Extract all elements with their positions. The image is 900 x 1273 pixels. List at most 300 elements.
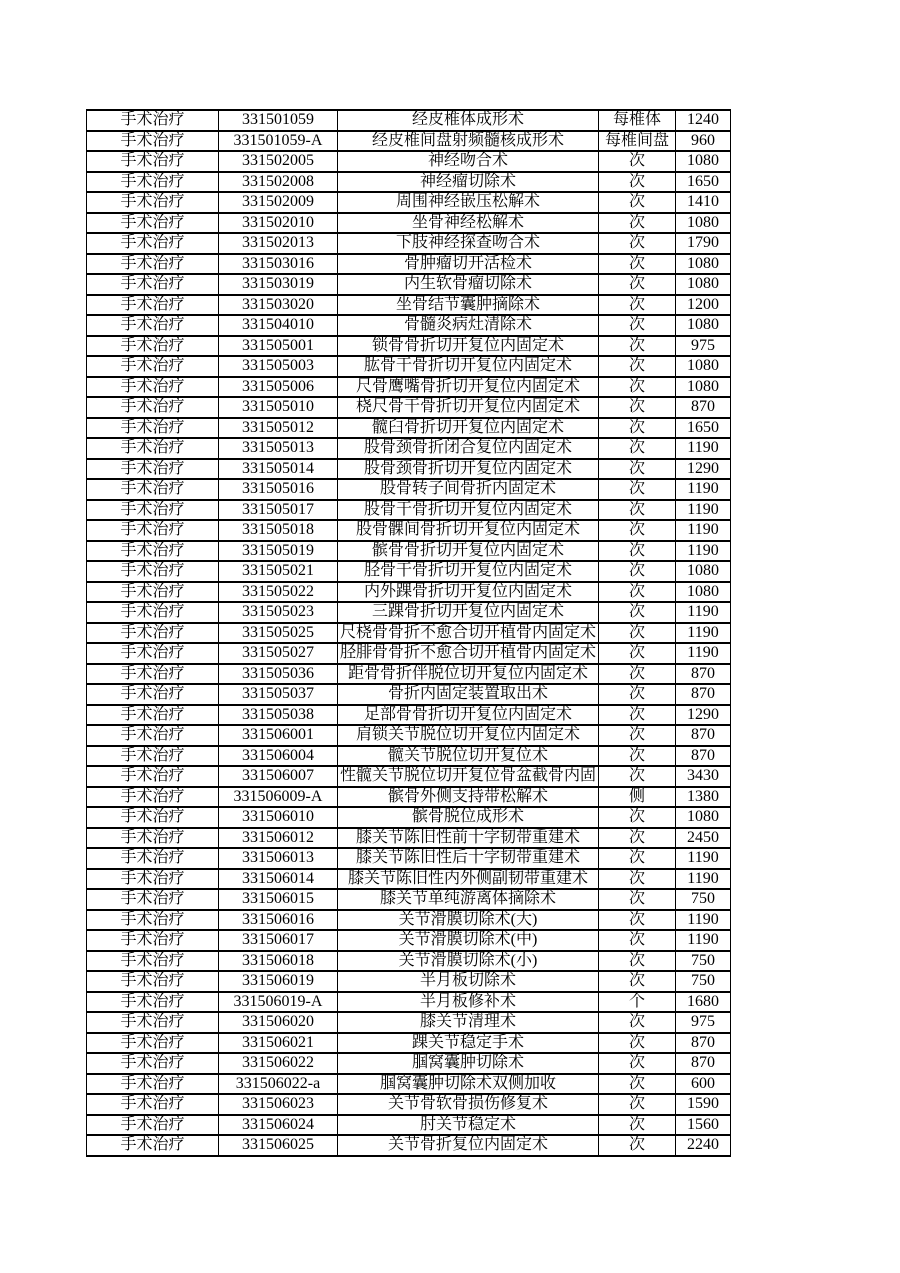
cell-name: 关节骨软骨损伤修复术: [338, 1094, 599, 1115]
cell-unit: 次: [599, 520, 676, 541]
cell-code: 331504010: [219, 315, 338, 336]
cell-category: 手术治疗: [87, 623, 219, 644]
cell-code: 331505016: [219, 479, 338, 500]
cell-name: 腘窝囊肿切除术: [338, 1053, 599, 1074]
cell-price: 1650: [676, 418, 731, 439]
cell-category: 手术治疗: [87, 336, 219, 357]
cell-price: 2450: [676, 828, 731, 849]
table-row: [87, 295, 731, 316]
cell-price: 870: [676, 1053, 731, 1074]
cell-name: 三踝骨折切开复位内固定术: [338, 602, 599, 623]
cell-code: 331506012: [219, 828, 338, 849]
cell-price: 1290: [676, 459, 731, 480]
cell-unit: 次: [599, 848, 676, 869]
cell-price: 975: [676, 1012, 731, 1033]
cell-unit: 次: [599, 1033, 676, 1054]
cell-price: 1290: [676, 705, 731, 726]
cell-price: 1080: [676, 356, 731, 377]
table-row: [87, 1012, 731, 1033]
cell-code: 331506022-a: [219, 1074, 338, 1095]
cell-code: 331505006: [219, 377, 338, 398]
cell-category: 手术治疗: [87, 602, 219, 623]
cell-name: 经皮椎间盘射频髓核成形术: [338, 131, 599, 152]
cell-category: 手术治疗: [87, 930, 219, 951]
cell-name: 踝关节稳定手术: [338, 1033, 599, 1054]
cell-name: 桡尺骨干骨折切开复位内固定术: [338, 397, 599, 418]
cell-code: 331505003: [219, 356, 338, 377]
cell-price: 1080: [676, 807, 731, 828]
cell-price: 1190: [676, 541, 731, 562]
cell-price: 1190: [676, 643, 731, 664]
table-row: [87, 1053, 731, 1074]
cell-unit: 次: [599, 1115, 676, 1136]
cell-name: 周围神经嵌压松解术: [338, 192, 599, 213]
cell-name: 股骨转子间骨折内固定术: [338, 479, 599, 500]
cell-unit: 次: [599, 1135, 676, 1156]
cell-price: 1190: [676, 623, 731, 644]
cell-price: 870: [676, 397, 731, 418]
cell-name: 神经吻合术: [338, 151, 599, 172]
cell-price: 1190: [676, 500, 731, 521]
cell-price: 870: [676, 746, 731, 767]
cell-price: 750: [676, 951, 731, 972]
cell-unit: 次: [599, 971, 676, 992]
table-row: [87, 889, 731, 910]
cell-name: 肩锁关节脱位切开复位内固定术: [338, 725, 599, 746]
cell-price: 1190: [676, 520, 731, 541]
table-row: [87, 807, 731, 828]
cell-category: 手术治疗: [87, 1074, 219, 1095]
cell-category: 手术治疗: [87, 192, 219, 213]
cell-code: 331505012: [219, 418, 338, 439]
cell-code: 331506022: [219, 1053, 338, 1074]
cell-unit: 次: [599, 643, 676, 664]
price-table-body: [87, 110, 731, 1156]
cell-price: 1190: [676, 602, 731, 623]
cell-price: 1790: [676, 233, 731, 254]
cell-unit: 次: [599, 233, 676, 254]
table-row: [87, 315, 731, 336]
table-row: [87, 500, 731, 521]
cell-name: 骨折内固定装置取出术: [338, 684, 599, 705]
table-row: [87, 1074, 731, 1095]
cell-category: 手术治疗: [87, 951, 219, 972]
cell-category: 手术治疗: [87, 295, 219, 316]
cell-unit: 次: [599, 438, 676, 459]
cell-name: 经皮椎体成形术: [338, 110, 599, 131]
cell-category: 手术治疗: [87, 582, 219, 603]
cell-unit: 次: [599, 746, 676, 767]
cell-unit: 次: [599, 910, 676, 931]
cell-price: 1080: [676, 377, 731, 398]
cell-unit: 每椎体: [599, 110, 676, 131]
cell-price: 1080: [676, 254, 731, 275]
cell-category: 手术治疗: [87, 459, 219, 480]
table-row: [87, 992, 731, 1013]
cell-name: 胫腓骨骨折不愈合切开植骨内固定术: [338, 643, 599, 664]
cell-code: 331506021: [219, 1033, 338, 1054]
table-row: [87, 1115, 731, 1136]
cell-price: 1410: [676, 192, 731, 213]
cell-name: 尺桡骨骨折不愈合切开植骨内固定术: [338, 623, 599, 644]
cell-code: 331506015: [219, 889, 338, 910]
cell-code: 331503019: [219, 274, 338, 295]
cell-code: 331501059: [219, 110, 338, 131]
table-row: [87, 561, 731, 582]
cell-name: 膝关节陈旧性前十字韧带重建术: [338, 828, 599, 849]
cell-price: 600: [676, 1074, 731, 1095]
table-row: [87, 274, 731, 295]
cell-unit: 次: [599, 725, 676, 746]
cell-category: 手术治疗: [87, 500, 219, 521]
cell-code: 331505038: [219, 705, 338, 726]
cell-category: 手术治疗: [87, 746, 219, 767]
table-row: [87, 459, 731, 480]
cell-name: 骨髓炎病灶清除术: [338, 315, 599, 336]
cell-category: 手术治疗: [87, 1115, 219, 1136]
cell-code: 331505036: [219, 664, 338, 685]
table-row: [87, 336, 731, 357]
cell-category: 手术治疗: [87, 971, 219, 992]
cell-code: 331502010: [219, 213, 338, 234]
cell-code: 331505022: [219, 582, 338, 603]
cell-category: 手术治疗: [87, 828, 219, 849]
cell-unit: 次: [599, 623, 676, 644]
cell-code: 331505010: [219, 397, 338, 418]
cell-price: 1380: [676, 787, 731, 808]
cell-category: 手术治疗: [87, 172, 219, 193]
cell-category: 手术治疗: [87, 643, 219, 664]
cell-name: 股骨干骨折切开复位内固定术: [338, 500, 599, 521]
cell-code: 331506019: [219, 971, 338, 992]
cell-unit: 次: [599, 541, 676, 562]
cell-code: 331502013: [219, 233, 338, 254]
table-row: [87, 520, 731, 541]
cell-unit: 次: [599, 377, 676, 398]
cell-price: 750: [676, 971, 731, 992]
cell-unit: 次: [599, 172, 676, 193]
table-row: [87, 869, 731, 890]
cell-price: 750: [676, 889, 731, 910]
cell-unit: 次: [599, 889, 676, 910]
cell-name: 肱骨干骨折切开复位内固定术: [338, 356, 599, 377]
cell-unit: 次: [599, 500, 676, 521]
cell-code: 331506023: [219, 1094, 338, 1115]
cell-code: 331505019: [219, 541, 338, 562]
cell-unit: 次: [599, 602, 676, 623]
cell-category: 手术治疗: [87, 725, 219, 746]
cell-unit: 侧: [599, 787, 676, 808]
cell-category: 手术治疗: [87, 1053, 219, 1074]
cell-name: 神经瘤切除术: [338, 172, 599, 193]
cell-name: 股骨颈骨折闭合复位内固定术: [338, 438, 599, 459]
cell-unit: 次: [599, 561, 676, 582]
table-row: [87, 254, 731, 275]
cell-name: 肘关节稳定术: [338, 1115, 599, 1136]
cell-name: 半月板切除术: [338, 971, 599, 992]
cell-price: 1190: [676, 848, 731, 869]
cell-category: 手术治疗: [87, 869, 219, 890]
cell-price: 960: [676, 131, 731, 152]
table-row: [87, 582, 731, 603]
cell-code: 331506014: [219, 869, 338, 890]
cell-name: 膝关节单纯游离体摘除术: [338, 889, 599, 910]
cell-category: 手术治疗: [87, 684, 219, 705]
cell-price: 975: [676, 336, 731, 357]
table-row: [87, 1094, 731, 1115]
cell-code: 331506013: [219, 848, 338, 869]
cell-category: 手术治疗: [87, 110, 219, 131]
table-row: [87, 705, 731, 726]
cell-code: 331506016: [219, 910, 338, 931]
cell-name: 内生软骨瘤切除术: [338, 274, 599, 295]
cell-unit: 次: [599, 213, 676, 234]
cell-category: 手术治疗: [87, 131, 219, 152]
table-row: [87, 172, 731, 193]
cell-unit: 次: [599, 684, 676, 705]
table-row: [87, 766, 731, 787]
table-row: [87, 623, 731, 644]
cell-category: 手术治疗: [87, 356, 219, 377]
table-row: [87, 643, 731, 664]
cell-unit: 次: [599, 807, 676, 828]
cell-name: 关节骨折复位内固定术: [338, 1135, 599, 1156]
table-row: [87, 192, 731, 213]
cell-name: 下肢神经探查吻合术: [338, 233, 599, 254]
cell-unit: 次: [599, 254, 676, 275]
cell-category: 手术治疗: [87, 848, 219, 869]
table-row: [87, 377, 731, 398]
cell-category: 手术治疗: [87, 151, 219, 172]
cell-unit: 次: [599, 295, 676, 316]
cell-unit: 次: [599, 192, 676, 213]
cell-price: 1680: [676, 992, 731, 1013]
cell-code: 331506009-A: [219, 787, 338, 808]
cell-unit: 次: [599, 582, 676, 603]
cell-code: 331505037: [219, 684, 338, 705]
cell-category: 手术治疗: [87, 561, 219, 582]
cell-category: 手术治疗: [87, 377, 219, 398]
cell-price: 1190: [676, 438, 731, 459]
price-table: [86, 109, 731, 1157]
table-row: [87, 910, 731, 931]
cell-price: 2240: [676, 1135, 731, 1156]
cell-unit: 次: [599, 479, 676, 500]
cell-price: 1080: [676, 151, 731, 172]
table-row: [87, 828, 731, 849]
cell-unit: 次: [599, 869, 676, 890]
table-row: [87, 110, 731, 131]
table-row: [87, 131, 731, 152]
cell-price: 1200: [676, 295, 731, 316]
cell-category: 手术治疗: [87, 438, 219, 459]
table-row: [87, 233, 731, 254]
cell-category: 手术治疗: [87, 1012, 219, 1033]
cell-code: 331505014: [219, 459, 338, 480]
cell-unit: 次: [599, 151, 676, 172]
cell-code: 331505018: [219, 520, 338, 541]
cell-unit: 次: [599, 951, 676, 972]
table-row: [87, 438, 731, 459]
cell-unit: 每椎间盘: [599, 131, 676, 152]
cell-name: 髋关节脱位切开复位术: [338, 746, 599, 767]
cell-name: 膝关节陈旧性后十字韧带重建术: [338, 848, 599, 869]
cell-name: 膝关节清理术: [338, 1012, 599, 1033]
cell-code: 331505017: [219, 500, 338, 521]
cell-category: 手术治疗: [87, 233, 219, 254]
table-row: [87, 602, 731, 623]
cell-price: 870: [676, 725, 731, 746]
cell-price: 1080: [676, 582, 731, 603]
table-row: [87, 684, 731, 705]
cell-unit: 个: [599, 992, 676, 1013]
cell-unit: 次: [599, 1012, 676, 1033]
cell-name: 膝关节陈旧性内外侧副韧带重建术: [338, 869, 599, 890]
cell-code: 331505025: [219, 623, 338, 644]
cell-category: 手术治疗: [87, 889, 219, 910]
cell-unit: 次: [599, 1053, 676, 1074]
cell-category: 手术治疗: [87, 787, 219, 808]
cell-name: 关节滑膜切除术(小): [338, 951, 599, 972]
cell-name: 内外踝骨折切开复位内固定术: [338, 582, 599, 603]
cell-price: 1080: [676, 274, 731, 295]
cell-name: 髌骨外侧支持带松解术: [338, 787, 599, 808]
cell-code: 331506024: [219, 1115, 338, 1136]
cell-price: 870: [676, 684, 731, 705]
cell-unit: 次: [599, 336, 676, 357]
cell-name: 足部骨骨折切开复位内固定术: [338, 705, 599, 726]
cell-code: 331506010: [219, 807, 338, 828]
cell-code: 331506004: [219, 746, 338, 767]
cell-unit: 次: [599, 766, 676, 787]
table-row: [87, 1135, 731, 1156]
cell-unit: 次: [599, 1094, 676, 1115]
cell-category: 手术治疗: [87, 1094, 219, 1115]
cell-price: 1190: [676, 910, 731, 931]
cell-price: 1650: [676, 172, 731, 193]
cell-price: 870: [676, 1033, 731, 1054]
cell-unit: 次: [599, 418, 676, 439]
cell-price: 1080: [676, 315, 731, 336]
cell-name: 胫骨干骨折切开复位内固定术: [338, 561, 599, 582]
cell-price: 1590: [676, 1094, 731, 1115]
table-row: [87, 664, 731, 685]
cell-unit: 次: [599, 459, 676, 480]
table-row: [87, 479, 731, 500]
cell-category: 手术治疗: [87, 418, 219, 439]
cell-category: 手术治疗: [87, 213, 219, 234]
cell-price: 1190: [676, 479, 731, 500]
cell-name: 坐骨结节囊肿摘除术: [338, 295, 599, 316]
cell-category: 手术治疗: [87, 315, 219, 336]
cell-code: 331506001: [219, 725, 338, 746]
table-row: [87, 848, 731, 869]
cell-name: 髌骨脱位成形术: [338, 807, 599, 828]
table-row: [87, 971, 731, 992]
table-row: [87, 151, 731, 172]
cell-category: 手术治疗: [87, 910, 219, 931]
cell-price: 1240: [676, 110, 731, 131]
table-row: [87, 725, 731, 746]
cell-name: 尺骨鹰嘴骨折切开复位内固定术: [338, 377, 599, 398]
cell-category: 手术治疗: [87, 520, 219, 541]
cell-unit: 次: [599, 274, 676, 295]
cell-price: 870: [676, 664, 731, 685]
cell-name: 距骨骨折伴脱位切开复位内固定术: [338, 664, 599, 685]
cell-unit: 次: [599, 356, 676, 377]
cell-unit: 次: [599, 930, 676, 951]
cell-unit: 次: [599, 315, 676, 336]
table-row: [87, 787, 731, 808]
cell-category: 手术治疗: [87, 1135, 219, 1156]
cell-name: 股骨颈骨折切开复位内固定术: [338, 459, 599, 480]
cell-code: 331505013: [219, 438, 338, 459]
cell-code: 331505001: [219, 336, 338, 357]
table-row: [87, 930, 731, 951]
cell-name: 性髋关节脱位切开复位骨盆截骨内固: [338, 766, 599, 787]
cell-unit: 次: [599, 705, 676, 726]
cell-code: 331502005: [219, 151, 338, 172]
cell-name: 腘窝囊肿切除术双侧加收: [338, 1074, 599, 1095]
cell-category: 手术治疗: [87, 705, 219, 726]
cell-code: 331506007: [219, 766, 338, 787]
cell-code: 331505023: [219, 602, 338, 623]
table-row: [87, 418, 731, 439]
cell-code: 331506017: [219, 930, 338, 951]
cell-code: 331506020: [219, 1012, 338, 1033]
cell-category: 手术治疗: [87, 992, 219, 1013]
cell-code: 331506025: [219, 1135, 338, 1156]
cell-unit: 次: [599, 828, 676, 849]
cell-price: 1080: [676, 213, 731, 234]
cell-name: 锁骨骨折切开复位内固定术: [338, 336, 599, 357]
cell-code: 331506019-A: [219, 992, 338, 1013]
cell-code: 331505021: [219, 561, 338, 582]
cell-unit: 次: [599, 1074, 676, 1095]
cell-name: 股骨髁间骨折切开复位内固定术: [338, 520, 599, 541]
cell-price: 3430: [676, 766, 731, 787]
cell-category: 手术治疗: [87, 274, 219, 295]
cell-name: 骨肿瘤切开活检术: [338, 254, 599, 275]
table-row: [87, 951, 731, 972]
cell-name: 关节滑膜切除术(大): [338, 910, 599, 931]
cell-category: 手术治疗: [87, 479, 219, 500]
table-row: [87, 1033, 731, 1054]
cell-price: 1080: [676, 561, 731, 582]
cell-category: 手术治疗: [87, 766, 219, 787]
cell-category: 手术治疗: [87, 541, 219, 562]
cell-code: 331503016: [219, 254, 338, 275]
cell-category: 手术治疗: [87, 254, 219, 275]
cell-unit: 次: [599, 397, 676, 418]
cell-code: 331502009: [219, 192, 338, 213]
cell-name: 髌骨骨折切开复位内固定术: [338, 541, 599, 562]
cell-name: 坐骨神经松解术: [338, 213, 599, 234]
table-row: [87, 746, 731, 767]
table-row: [87, 213, 731, 234]
cell-code: 331506018: [219, 951, 338, 972]
cell-name: 髋臼骨折切开复位内固定术: [338, 418, 599, 439]
cell-category: 手术治疗: [87, 664, 219, 685]
cell-category: 手术治疗: [87, 1033, 219, 1054]
cell-code: 331505027: [219, 643, 338, 664]
cell-price: 1560: [676, 1115, 731, 1136]
cell-name: 半月板修补术: [338, 992, 599, 1013]
table-row: [87, 356, 731, 377]
cell-name: 关节滑膜切除术(中): [338, 930, 599, 951]
cell-category: 手术治疗: [87, 397, 219, 418]
cell-price: 1190: [676, 869, 731, 890]
